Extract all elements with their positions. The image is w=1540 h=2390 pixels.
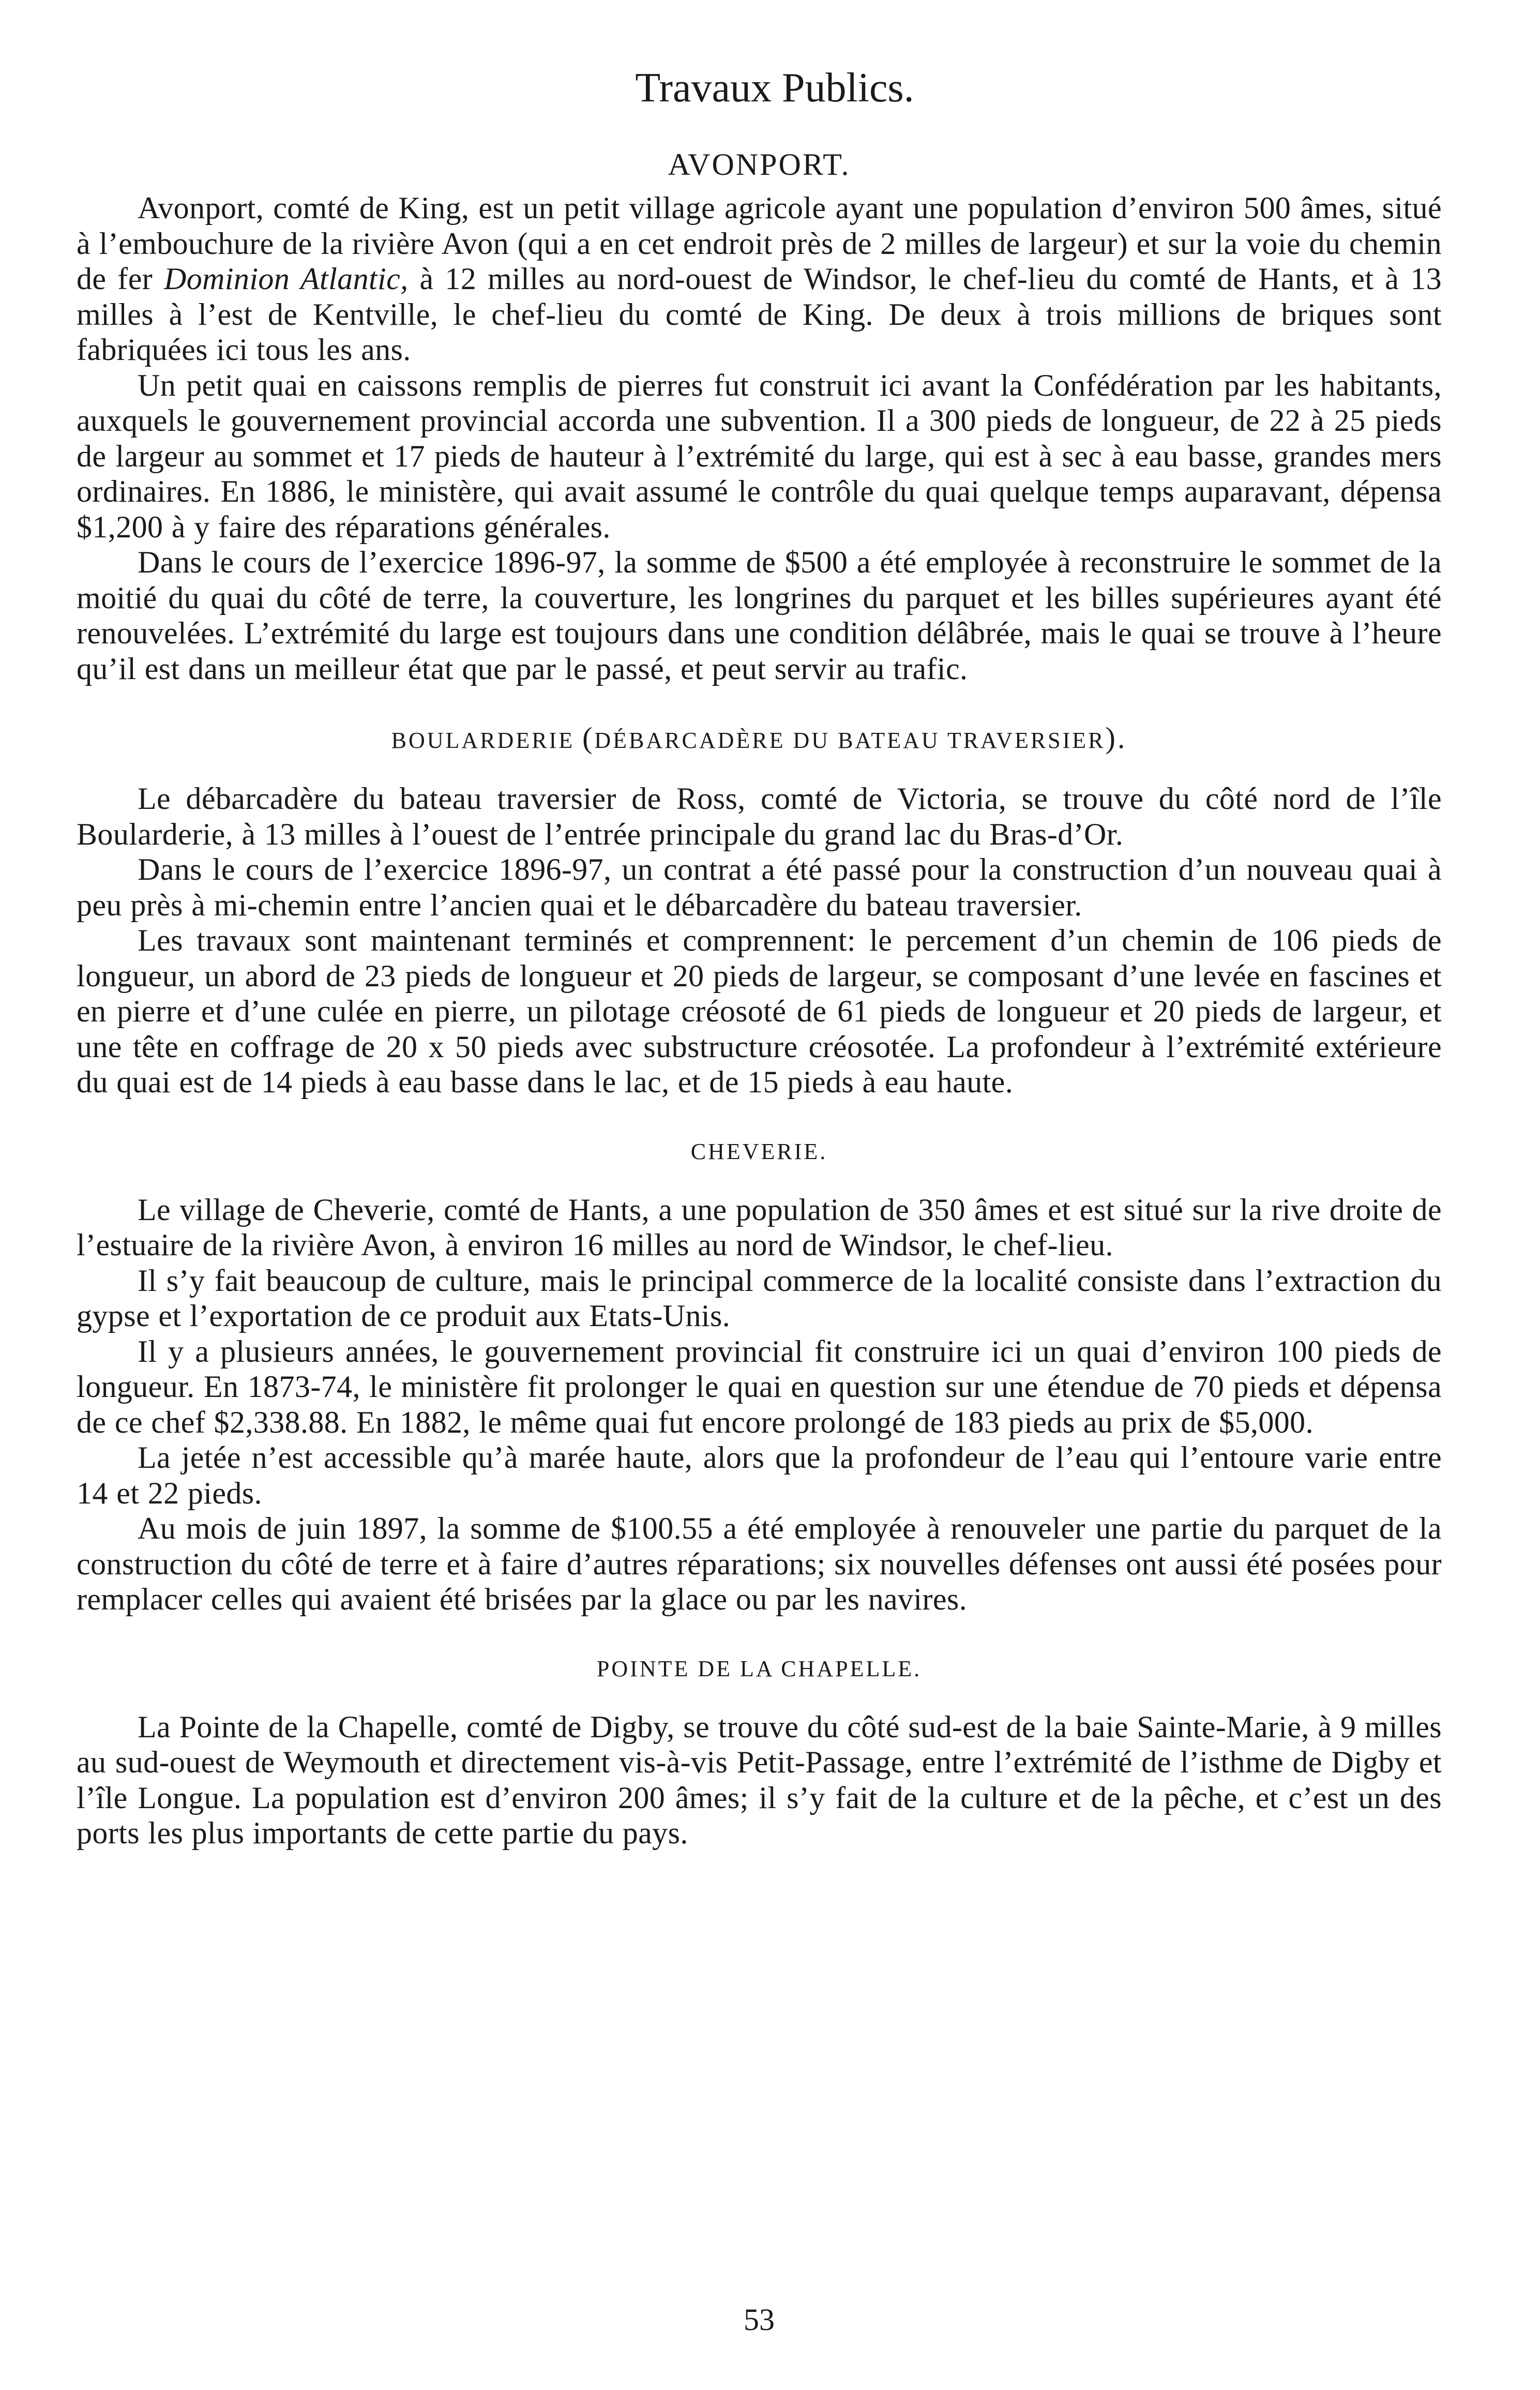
section-avonport	[77, 144, 1442, 686]
paragraph: La jetée n’est accessible qu’à marée haute, alors que la profondeur de l’eau qui l’entoure varie entre 14 et 22 pieds.	[77, 1440, 1442, 1510]
paragraph: Un petit quai en caissons remplis de pierres fut construit ici avant la Confédération par les habitants, auxquels le gouvernement provincial accorda une subvention. Il a 300 pieds de longueur, de 22 à 25 pieds de largeur au sommet et 17 pieds de hauteur à l’extrémité du large, qui est à sec à eau basse, grandes mers ordinaires. En 1886, le ministère, qui avait assumé le contrôle du quai quelque temps auparavant, dépensa $1,200 à y faire des réparations générales.	[77, 368, 1442, 544]
paragraph: Dans le cours de l’exercice 1896-97, la somme de $500 a été employée à reconstruire le sommet de la moitié du quai du côté de terre, la couverture, les longrines du parquet et les billes supérieures ayant été renouvelées. L’extrémité du large est toujours dans une condition délâbrée, mais le quai se trouve à l’heure qu’il est dans un meilleur état que par le passé, et peut servir au trafic.	[77, 545, 1442, 686]
paragraph-text: à 12 milles au nord-ouest de Windsor, le chef-lieu du comté de Hants, et à 13 milles à l’est de Kentville, le chef-lieu du comté de King. De deux à trois millions de briques sont fabriquées ici tous les ans.	[77, 262, 1442, 367]
section-title-main: BOULARDERIE	[391, 728, 575, 753]
running-head: Travaux Publics.	[635, 65, 914, 111]
paragraph: Dans le cours de l’exercice 1896-97, un contrat a été passé pour la construction d’un nouveau quai à peu près à mi-chemin entre l’ancien quai et le débarcadère du bateau traversier.	[77, 852, 1442, 922]
section-cheverie	[77, 1131, 1442, 1617]
section-title-avonport: AVONPORT.	[668, 147, 851, 182]
paragraph: Il s’y fait beaucoup de culture, mais le principal commerce de la localité consiste dans l’extraction du gypse et l’exportation de ce produit aux Etats-Unis.	[77, 1263, 1442, 1333]
section-title-pointe-de-la-chapelle: POINTE DE LA CHAPELLE.	[596, 1656, 922, 1681]
section-title-sub: DÉBARCADÈRE DU BATEAU TRAVERSIER	[594, 728, 1106, 753]
paragraph: Au mois de juin 1897, la somme de $100.55 a été employée à renouveler une partie du parquet de la construction du côté de terre et à faire d’autres réparations; six nouvelles défenses ont aussi été posées pour remplacer celles qui avaient été brisées par la glace ou par les navires.	[77, 1511, 1442, 1616]
section-title-cheverie: CHEVERIE.	[690, 1138, 828, 1164]
paragraph: Il y a plusieurs années, le gouvernement provincial fit construire ici un quai d’environ 100 pieds de longueur. En 1873-74, le ministère fit prolonger le quai en question sur une étendue de 70 pieds et dépensa de ce chef $2,338.88. En 1882, le même quai fut encore prolongé de 183 pieds au prix de $5,000.	[77, 1334, 1442, 1439]
page-number: 53	[744, 2303, 775, 2337]
paragraph-text: Avonport, comté de King, est un petit village agricole ayant une population d’environ 500 âmes, situé à l’embouchure de la rivière Avon (qui a en cet endroit près de 2 milles de largeur) et sur la voie du chemin de fer	[77, 191, 1442, 296]
paragraph: Les travaux sont maintenant terminés et comprennent: le percement d’un chemin de 106 pieds de longueur, un abord de 23 pieds de longueur et 20 pieds de largeur, se composant d’une levée en fascines et en pierre et d’une culée en pierre, un pilotage créosoté de 61 pieds de longueur et 20 pieds de largeur, et une tête en coffrage de 20 x 50 pieds avec substructure créosotée. La profondeur à l’extrémité extérieure du quai est de 14 pieds à eau basse dans le lac, et de 15 pieds à eau haute.	[77, 923, 1442, 1099]
section-title-boularderie	[77, 717, 1442, 761]
section-boularderie	[77, 717, 1442, 1100]
paragraph: La Pointe de la Chapelle, comté de Digby, se trouve du côté sud-est de la baie Sainte-Marie, à 9 milles au sud-ouest de Weymouth et directement vis-à-vis Petit-Passage, entre l’extrémité de l’isthme de Digby et l’île Longue. La population est d’environ 200 âmes; il s’y fait de la culture et de la pêche, et c’est un des ports les plus importants de cette partie du pays.	[77, 1709, 1442, 1850]
railway-name: Dominion Atlantic,	[164, 262, 409, 296]
page-content	[77, 62, 1442, 2348]
paragraph	[77, 190, 1442, 368]
paragraph: Le débarcadère du bateau traversier de Ross, comté de Victoria, se trouve du côté nord de l’île Boularderie, à 13 milles à l’ouest de l’entrée principale du grand lac du Bras-d’Or.	[77, 781, 1442, 851]
section-pointe-de-la-chapelle	[77, 1648, 1442, 1851]
paragraph: Le village de Cheverie, comté de Hants, a une population de 350 âmes et est situé sur la rive droite de l’estuaire de la rivière Avon, à environ 16 milles au nord de Windsor, le chef-lieu.	[77, 1192, 1442, 1262]
close-parenthesis: ).	[1105, 721, 1127, 755]
open-parenthesis: (	[582, 721, 595, 755]
